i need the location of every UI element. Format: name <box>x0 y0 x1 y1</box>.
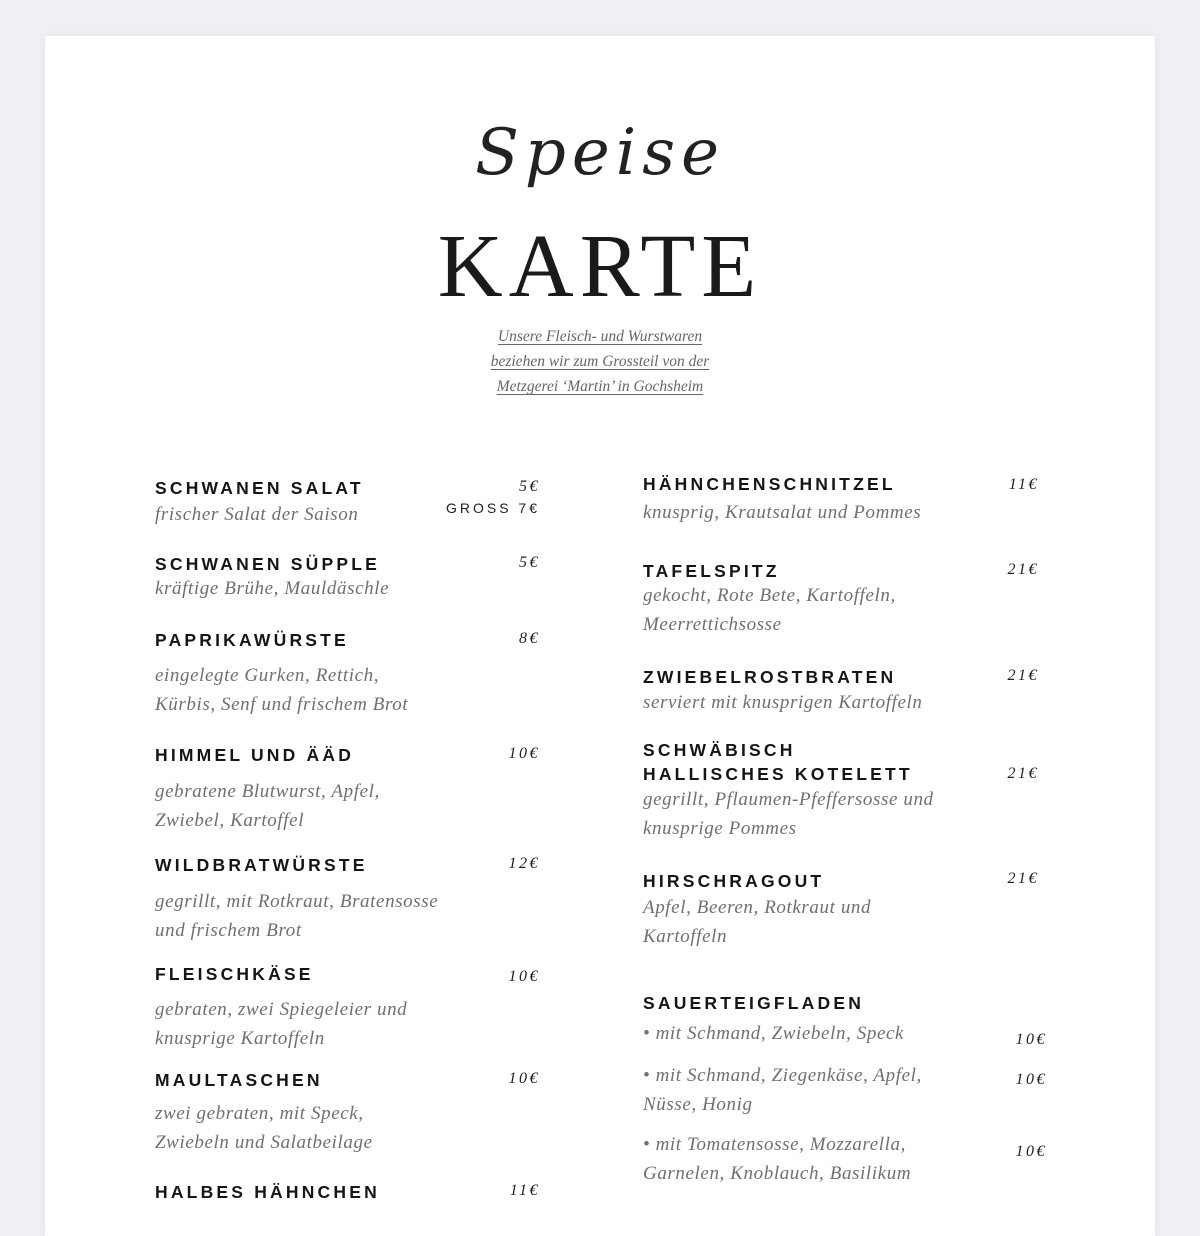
description-line: Zwiebeln und Salatbeilage <box>155 1132 373 1153</box>
page-title: KARTE <box>437 217 763 316</box>
description-line: knusprige Pommes <box>643 818 797 839</box>
option-description <box>643 1061 922 1119</box>
item-price: 21€ <box>1007 765 1039 782</box>
item-name: WILDBRATWÜRSTE <box>155 855 368 875</box>
item-name: ZWIEBELROSTBRATEN <box>643 667 897 687</box>
item-description: knusprig, Krautsalat und Pommes <box>643 502 922 523</box>
description-line: Apfel, Beeren, Rotkraut und <box>643 897 872 918</box>
item-price: 11€ <box>1008 476 1039 493</box>
item-description: serviert mit knusprigen Kartoffeln <box>643 692 923 713</box>
item-name: SCHWANEN SALAT <box>155 478 364 498</box>
item-name: PAPRIKAWÜRSTE <box>155 630 349 650</box>
sourcing-line: beziehen wir zum Grossteil von der <box>490 353 710 370</box>
section-name: SAUERTEIGFLADEN <box>643 993 865 1013</box>
description-line: • mit Schmand, Zwiebeln, Speck <box>643 1023 905 1044</box>
description-line: Garnelen, Knoblauch, Basilikum <box>643 1163 912 1184</box>
menu-sheet <box>45 36 1155 1236</box>
item-price: 10€ <box>508 968 540 985</box>
item-description <box>643 785 934 843</box>
menu-header <box>45 36 1155 436</box>
option-price: 10€ <box>1015 1031 1047 1048</box>
item-description <box>155 1099 373 1157</box>
item-name: HALBES HÄHNCHEN <box>155 1182 380 1202</box>
description-line: eingelegte Gurken, Rettich, <box>155 665 380 686</box>
item-name: TAFELSPITZ <box>643 561 780 581</box>
description-line: • mit Tomatensosse, Mozzarella, <box>643 1134 906 1155</box>
item-description <box>155 661 408 719</box>
item-price: 12€ <box>508 855 540 872</box>
item-price: 8€ <box>519 630 540 647</box>
item-name: FLEISCHKÄSE <box>155 964 314 984</box>
item-price: 21€ <box>1007 667 1039 684</box>
item-price: 5€ <box>519 554 540 571</box>
description-line: knusprige Kartoffeln <box>155 1028 325 1049</box>
sourcing-note <box>400 324 800 399</box>
item-price: 21€ <box>1007 561 1039 578</box>
item-description <box>643 893 871 951</box>
description-line: gegrillt, mit Rotkraut, Bratensosse <box>155 891 439 912</box>
description-line: gebraten, zwei Spiegeleier und <box>155 999 408 1020</box>
description-line: Kartoffeln <box>643 926 728 947</box>
item-description: frischer Salat der Saison <box>155 504 359 525</box>
description-line: gegrillt, Pflaumen-Pfeffersosse und <box>643 789 934 810</box>
option-price: 10€ <box>1015 1071 1047 1088</box>
item-price: 11€ <box>509 1182 540 1199</box>
description-line: Zwiebel, Kartoffel <box>155 810 305 831</box>
description-line: zwei gebraten, mit Speck, <box>155 1103 364 1124</box>
item-description <box>155 995 407 1053</box>
item-description: kräftige Brühe, Mauldäschle <box>155 578 390 599</box>
sourcing-line: Unsere Fleisch- und Wurstwaren <box>497 328 703 345</box>
item-price: 21€ <box>1007 870 1039 887</box>
description-line: Meerrettichsosse <box>643 614 782 635</box>
option-price: 10€ <box>1015 1143 1047 1160</box>
description-line: Nüsse, Honig <box>643 1094 753 1115</box>
item-name: SCHWANEN SÜPPLE <box>155 554 380 574</box>
item-name: MAULTASCHEN <box>155 1070 323 1090</box>
item-description <box>155 887 438 945</box>
description-line: Kürbis, Senf und frischem Brot <box>155 694 409 715</box>
option-description <box>643 1019 904 1048</box>
option-description <box>643 1130 911 1188</box>
description-line: • mit Schmand, Ziegenkäse, Apfel, <box>643 1065 922 1086</box>
sourcing-line: Metzgerei ‘Martin’ in Gochsheim <box>496 378 704 395</box>
script-title: Speise <box>475 116 725 190</box>
description-line: gekocht, Rote Bete, Kartoffeln, <box>643 585 896 606</box>
item-price: 10€ <box>508 745 540 762</box>
item-name-line: SCHWÄBISCH <box>643 740 796 760</box>
item-name: HIRSCHRAGOUT <box>643 871 825 891</box>
item-price: 10€ <box>508 1070 540 1087</box>
description-line: gebratene Blutwurst, Apfel, <box>155 781 380 802</box>
description-line: und frischem Brot <box>155 920 302 941</box>
item-name: HÄHNCHENSCHNITZEL <box>643 474 896 494</box>
item-price: 5€ <box>519 478 540 495</box>
item-description <box>155 777 380 835</box>
item-name: HIMMEL UND ÄÄD <box>155 745 355 765</box>
item-description <box>643 581 896 639</box>
item-name-line: HALLISCHES KOTELETT <box>643 764 913 784</box>
item-price-large: GROSS 7€ <box>445 500 540 516</box>
